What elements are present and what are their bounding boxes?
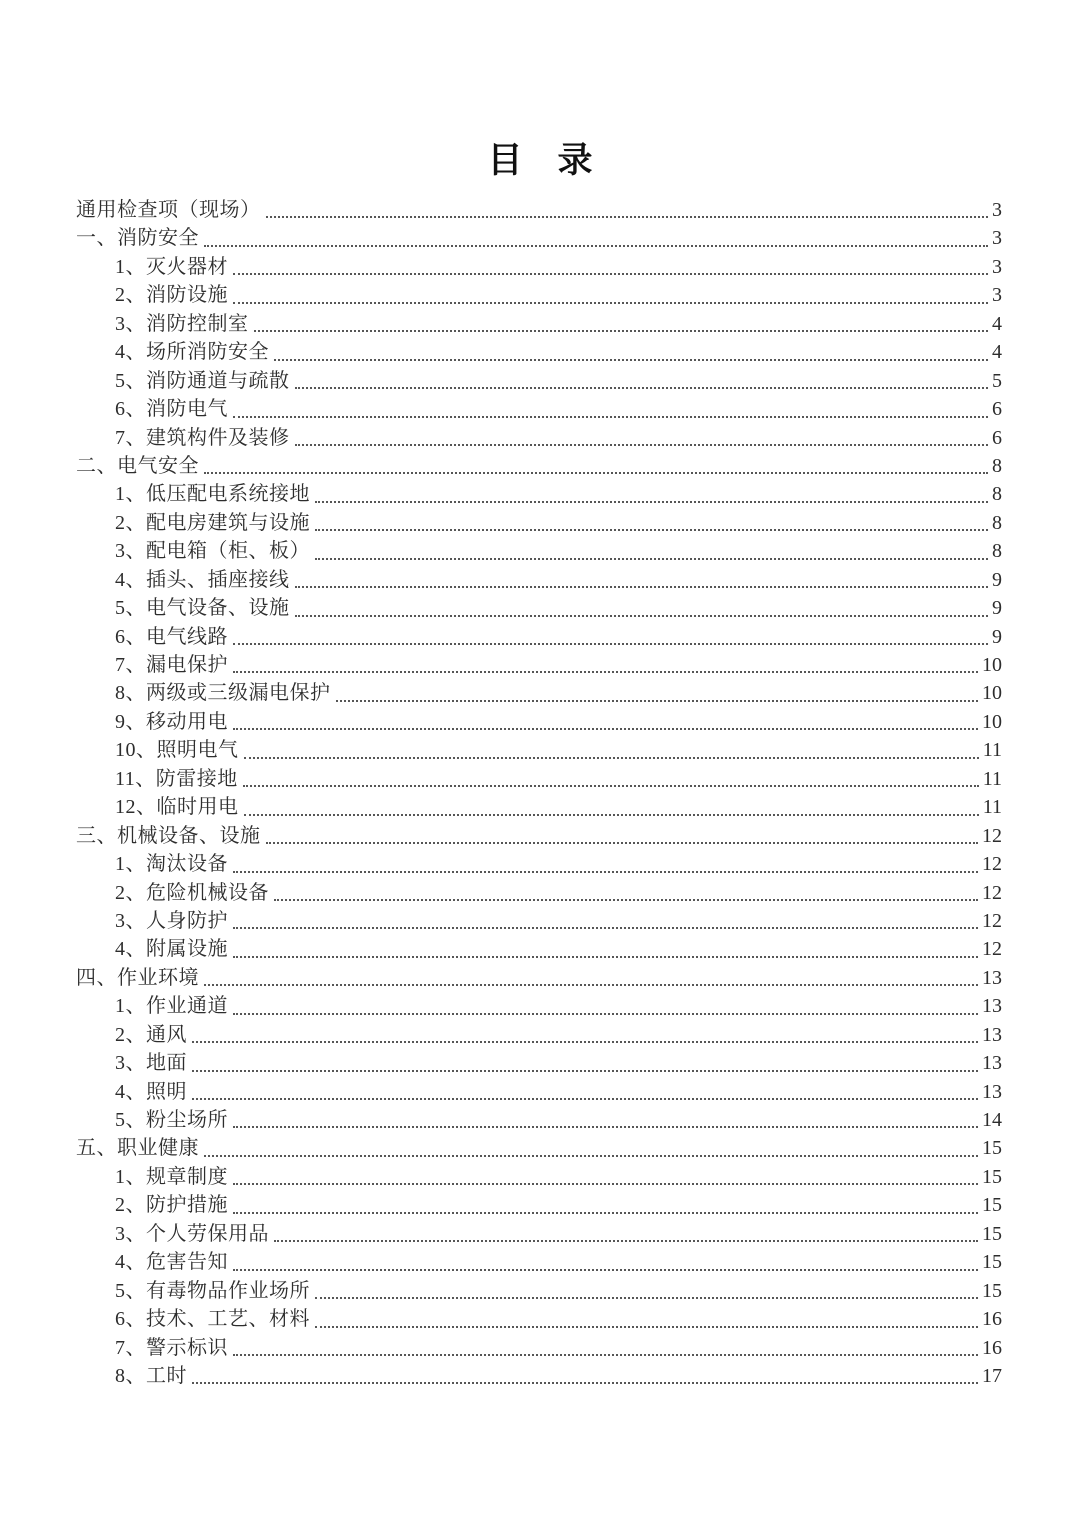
toc-page-number: 11 <box>982 739 1002 762</box>
toc-entry-label: 1、规章制度 <box>115 1165 228 1188</box>
toc-entry-label: 6、技术、工艺、材料 <box>115 1308 310 1331</box>
toc-entry-label: 2、消防设施 <box>115 284 228 307</box>
toc-entry-label: 通用检查项（现场） <box>76 199 261 221</box>
toc-entry[interactable] <box>76 1305 1002 1333</box>
toc-entry-label: 12、临时用电 <box>115 796 239 819</box>
toc-page-number: 12 <box>982 938 1002 961</box>
toc-entry[interactable] <box>76 367 1002 395</box>
toc-entry[interactable] <box>76 281 1002 309</box>
toc-dot-leader <box>204 1155 978 1157</box>
toc-dot-leader <box>233 643 988 645</box>
toc-entry[interactable] <box>76 395 1002 423</box>
toc-page-number: 3 <box>992 199 1002 221</box>
toc-entry-label: 3、配电箱（柜、板） <box>115 540 310 563</box>
toc-entry-label: 1、作业通道 <box>115 995 228 1018</box>
toc-entry[interactable] <box>76 992 1002 1020</box>
toc-page-number: 9 <box>992 568 1002 591</box>
toc-entry-label: 五、职业健康 <box>76 1137 199 1160</box>
toc-entry[interactable] <box>76 907 1002 935</box>
toc-entry-label: 3、人身防护 <box>115 909 228 932</box>
toc-page-number: 8 <box>992 454 1002 477</box>
toc-page-number: 12 <box>982 853 1002 876</box>
toc-page-number: 15 <box>982 1194 1002 1217</box>
toc-entry[interactable] <box>76 1277 1002 1305</box>
toc-page-number: 4 <box>992 312 1002 335</box>
toc-list <box>0 196 1080 1390</box>
toc-entry-label: 6、消防电气 <box>115 398 228 421</box>
toc-page-number: 9 <box>992 597 1002 620</box>
toc-entry-label: 8、两级或三级漏电保护 <box>115 682 331 705</box>
toc-entry[interactable] <box>76 480 1002 508</box>
toc-dot-leader <box>192 1098 978 1100</box>
toc-page-number: 8 <box>992 540 1002 563</box>
toc-entry-label: 4、场所消防安全 <box>115 341 269 364</box>
toc-page-number: 10 <box>982 654 1002 676</box>
toc-dot-leader <box>233 671 978 673</box>
toc-dot-leader <box>244 757 979 759</box>
toc-entry[interactable] <box>76 1248 1002 1276</box>
toc-page-number: 16 <box>982 1336 1002 1359</box>
toc-page-number: 13 <box>982 1052 1002 1075</box>
toc-dot-leader <box>295 586 989 588</box>
toc-dot-leader <box>315 1297 978 1299</box>
toc-dot-leader <box>233 956 978 958</box>
toc-dot-leader <box>233 273 988 275</box>
toc-entry[interactable] <box>76 935 1002 963</box>
toc-page-number: 9 <box>992 625 1002 648</box>
toc-entry-label: 4、照明 <box>115 1080 187 1103</box>
toc-entry[interactable] <box>76 1049 1002 1077</box>
toc-dot-leader <box>266 842 979 844</box>
toc-entry[interactable] <box>76 765 1002 793</box>
toc-entry-label: 4、插头、插座接线 <box>115 568 290 591</box>
toc-page-number: 11 <box>982 767 1002 790</box>
toc-entry-label: 5、有毒物品作业场所 <box>115 1279 310 1302</box>
toc-entry-label: 11、防雷接地 <box>115 767 238 790</box>
toc-dot-leader <box>295 615 989 617</box>
toc-dot-leader <box>243 785 979 787</box>
toc-page-number: 13 <box>982 995 1002 1018</box>
toc-dot-leader <box>274 1240 978 1242</box>
toc-page-number: 6 <box>992 398 1002 421</box>
toc-dot-leader <box>233 416 988 418</box>
toc-entry[interactable] <box>76 253 1002 281</box>
toc-dot-leader <box>266 216 989 218</box>
toc-dot-leader <box>192 1382 978 1384</box>
toc-entry[interactable] <box>76 594 1002 622</box>
toc-entry[interactable] <box>76 1334 1002 1362</box>
toc-entry-label: 一、消防安全 <box>76 227 199 250</box>
toc-entry[interactable] <box>76 566 1002 594</box>
toc-dot-leader <box>315 501 988 503</box>
toc-dot-leader <box>192 1041 978 1043</box>
toc-entry[interactable] <box>76 196 1002 224</box>
toc-dot-leader <box>233 1013 978 1015</box>
toc-entry-label: 2、通风 <box>115 1023 187 1046</box>
toc-entry[interactable] <box>76 850 1002 878</box>
toc-dot-leader <box>233 1126 978 1128</box>
toc-dot-leader <box>244 814 979 816</box>
toc-entry-label: 1、低压配电系统接地 <box>115 483 310 506</box>
toc-page-number: 12 <box>982 881 1002 904</box>
toc-entry-label: 8、工时 <box>115 1364 187 1387</box>
toc-page-number: 3 <box>992 255 1002 278</box>
toc-entry-label: 2、配电房建筑与设施 <box>115 511 310 534</box>
toc-entry-label: 7、建筑构件及装修 <box>115 426 290 449</box>
toc-page-number: 5 <box>992 369 1002 392</box>
toc-entry-label: 2、防护措施 <box>115 1194 228 1217</box>
toc-entry-label: 2、危险机械设备 <box>115 881 269 904</box>
toc-entry[interactable] <box>76 424 1002 452</box>
toc-page-number: 16 <box>982 1308 1002 1331</box>
toc-dot-leader <box>204 984 978 986</box>
toc-entry-label: 9、移动用电 <box>115 710 228 733</box>
toc-entry[interactable] <box>76 1220 1002 1248</box>
toc-dot-leader <box>204 472 988 474</box>
toc-dot-leader <box>274 359 988 361</box>
toc-entry-label: 4、附属设施 <box>115 938 228 961</box>
toc-entry[interactable] <box>76 1163 1002 1191</box>
toc-entry-label: 6、电气线路 <box>115 625 228 648</box>
toc-page-number: 13 <box>982 1023 1002 1046</box>
toc-entry[interactable] <box>76 736 1002 764</box>
toc-page-number: 15 <box>982 1251 1002 1274</box>
toc-entry-label: 7、警示标识 <box>115 1336 228 1359</box>
toc-entry[interactable] <box>76 1106 1002 1134</box>
toc-page-number: 3 <box>992 227 1002 250</box>
toc-entry-label: 5、消防通道与疏散 <box>115 369 290 392</box>
toc-dot-leader <box>295 444 989 446</box>
toc-entry-label: 10、照明电气 <box>115 739 239 762</box>
toc-dot-leader <box>336 700 979 702</box>
toc-page-number: 10 <box>982 682 1002 705</box>
toc-dot-leader <box>233 871 978 873</box>
toc-entry[interactable] <box>76 1021 1002 1049</box>
toc-dot-leader <box>233 728 978 730</box>
toc-entry[interactable] <box>76 708 1002 736</box>
toc-dot-leader <box>295 387 989 389</box>
toc-page-number: 8 <box>992 511 1002 534</box>
toc-entry-label: 四、作业环境 <box>76 966 199 989</box>
toc-dot-leader <box>274 899 978 901</box>
toc-dot-leader <box>315 558 988 560</box>
toc-entry[interactable] <box>76 338 1002 366</box>
toc-entry-label: 1、灭火器材 <box>115 255 228 278</box>
toc-entry[interactable] <box>76 224 1002 252</box>
toc-dot-leader <box>315 529 988 531</box>
toc-page-number: 8 <box>992 483 1002 506</box>
toc-entry-label: 7、漏电保护 <box>115 654 228 676</box>
toc-entry[interactable] <box>76 651 1002 679</box>
toc-entry[interactable] <box>76 452 1002 480</box>
toc-page-number: 4 <box>992 341 1002 364</box>
toc-dot-leader <box>192 1070 978 1072</box>
toc-page-number: 13 <box>982 966 1002 989</box>
toc-page-number: 15 <box>982 1165 1002 1188</box>
toc-page-number: 12 <box>982 909 1002 932</box>
toc-entry-label: 5、粉尘场所 <box>115 1109 228 1131</box>
toc-page-number: 3 <box>992 284 1002 307</box>
toc-entry[interactable] <box>76 537 1002 565</box>
toc-dot-leader <box>233 927 978 929</box>
toc-page-number: 17 <box>982 1364 1002 1387</box>
toc-page-number: 6 <box>992 426 1002 449</box>
toc-dot-leader <box>204 245 988 247</box>
toc-entry[interactable] <box>76 623 1002 651</box>
toc-page-number: 15 <box>982 1222 1002 1245</box>
toc-page-number: 15 <box>982 1279 1002 1302</box>
toc-title: 目 录 <box>487 141 593 180</box>
toc-entry[interactable] <box>76 509 1002 537</box>
toc-entry[interactable] <box>76 1362 1002 1390</box>
toc-dot-leader <box>233 1269 978 1271</box>
toc-entry-label: 3、消防控制室 <box>115 312 249 335</box>
toc-entry-label: 5、电气设备、设施 <box>115 597 290 620</box>
toc-dot-leader <box>233 302 988 304</box>
toc-entry-label: 3、个人劳保用品 <box>115 1222 269 1245</box>
toc-entry-label: 1、淘汰设备 <box>115 853 228 876</box>
toc-dot-leader <box>233 1212 978 1214</box>
toc-entry[interactable] <box>76 879 1002 907</box>
toc-page-number: 14 <box>982 1109 1002 1131</box>
toc-dot-leader <box>254 330 989 332</box>
toc-entry-label: 3、地面 <box>115 1052 187 1075</box>
toc-page-number: 12 <box>982 824 1002 847</box>
toc-entry[interactable] <box>76 793 1002 821</box>
toc-entry[interactable] <box>76 822 1002 850</box>
toc-entry[interactable] <box>76 1078 1002 1106</box>
toc-entry[interactable] <box>76 964 1002 992</box>
toc-entry[interactable] <box>76 1134 1002 1162</box>
toc-page-number: 13 <box>982 1080 1002 1103</box>
toc-page-number: 15 <box>982 1137 1002 1160</box>
toc-page-number: 11 <box>982 796 1002 819</box>
toc-entry-label: 二、电气安全 <box>76 454 199 477</box>
toc-entry[interactable] <box>76 679 1002 707</box>
toc-dot-leader <box>233 1183 978 1185</box>
toc-dot-leader <box>315 1326 978 1328</box>
toc-entry[interactable] <box>76 1191 1002 1219</box>
toc-dot-leader <box>233 1354 978 1356</box>
toc-entry[interactable] <box>76 310 1002 338</box>
toc-page-number: 10 <box>982 710 1002 733</box>
toc-entry-label: 三、机械设备、设施 <box>76 824 261 847</box>
toc-entry-label: 4、危害告知 <box>115 1251 228 1274</box>
